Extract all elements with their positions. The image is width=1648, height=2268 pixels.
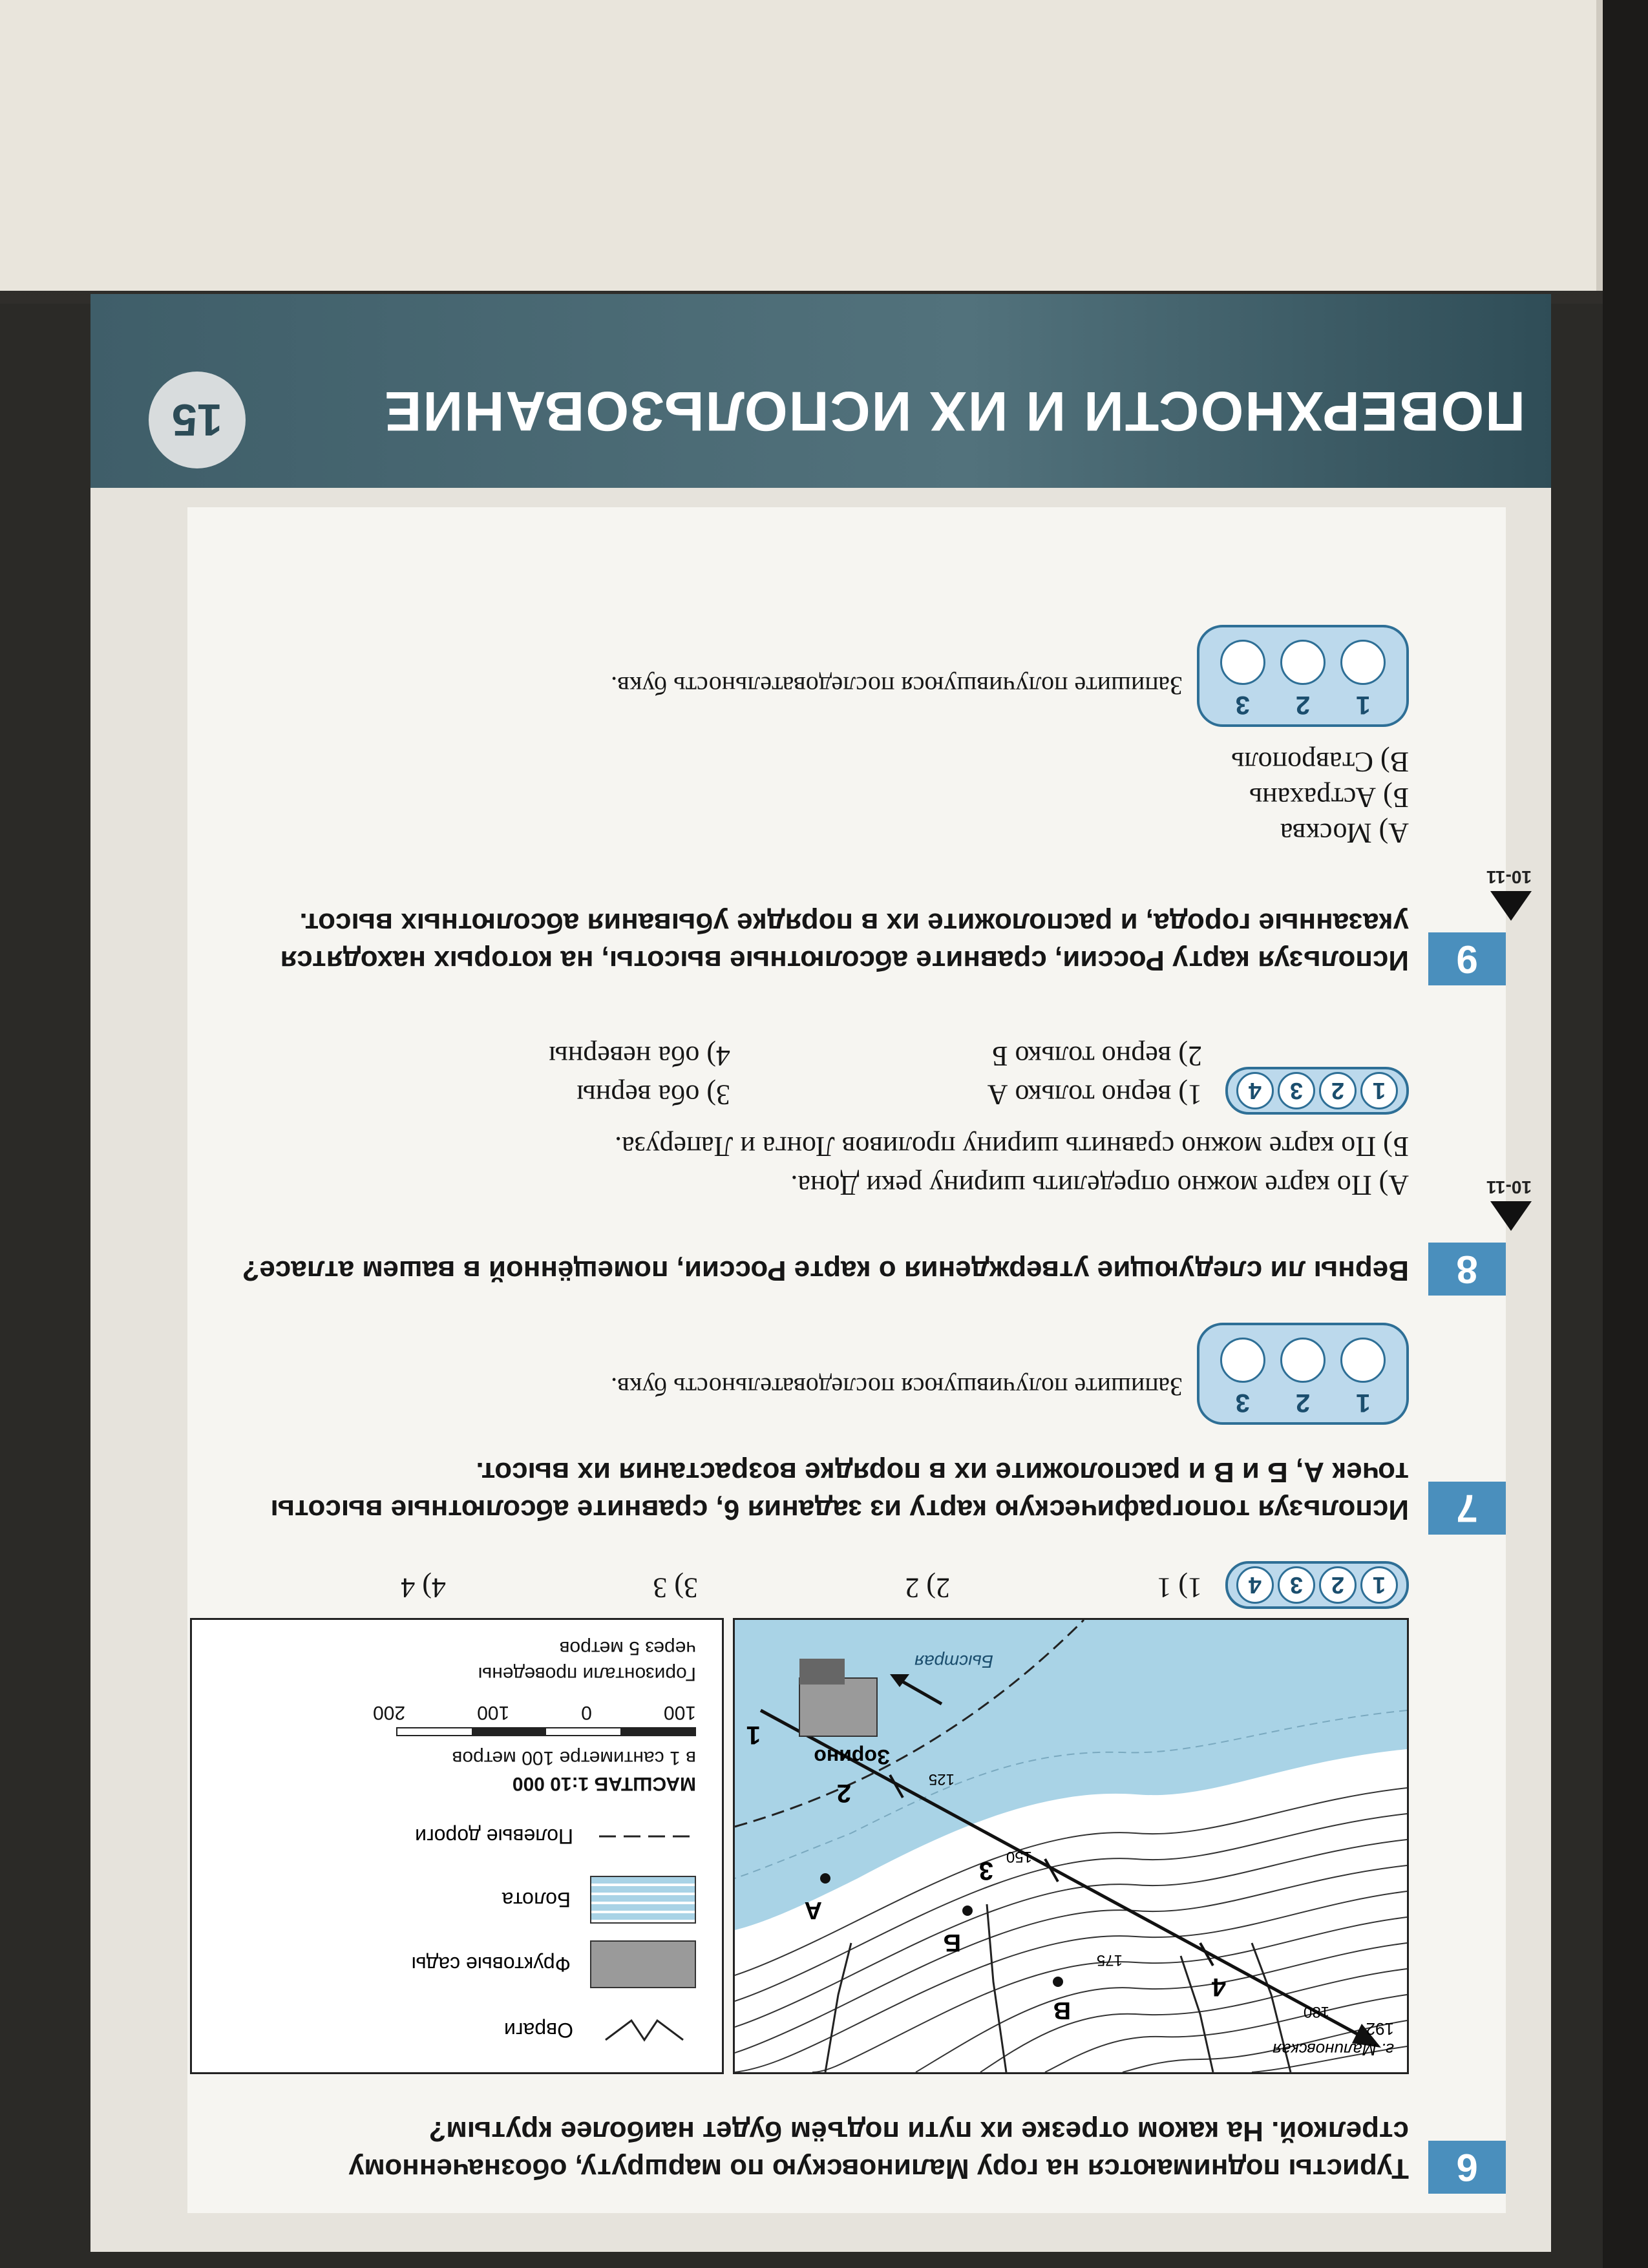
slot-inputs xyxy=(1199,1338,1406,1388)
contour-175: 175 xyxy=(1096,1951,1123,1969)
task9-instruction: Запишите получившуюся последовательность букв. xyxy=(611,671,1183,700)
task-question: Используя карту России, сравните абсолютные высоты, на которых находятся указанные города, и расположите их в порядке убывания абсолютных высот. xyxy=(280,907,1409,976)
slot-inputs xyxy=(1199,640,1406,690)
segment-1: 1 xyxy=(746,1721,761,1749)
city-b: Б) Астрахань xyxy=(1249,782,1409,814)
task-number: 8 xyxy=(1428,1243,1506,1296)
legend-swamps: Болота xyxy=(502,1876,696,1924)
task6-answer-circles xyxy=(1225,1561,1409,1609)
topographic-map xyxy=(733,1618,1409,2074)
peak-label: г. Малиновская xyxy=(1273,2040,1394,2059)
option-2: 2) верно только Б xyxy=(991,1040,1202,1072)
answer-circle-3[interactable]: 3 xyxy=(1278,1072,1315,1109)
statement-a: А) По карте можно определить ширину реки Дона. xyxy=(790,1170,1409,1201)
task-8 xyxy=(187,1024,1532,1296)
scan-background-top xyxy=(0,0,1648,304)
contour-note-1: Горизонтали проведены xyxy=(478,1663,696,1685)
city-a: А) Москва xyxy=(1280,817,1409,849)
legend-ravines: Овраги xyxy=(504,2008,696,2053)
answer-circle-1[interactable]: 1 xyxy=(1360,1566,1398,1604)
answer-circle-2[interactable]: 2 xyxy=(1319,1072,1357,1109)
task7-answer-slots xyxy=(1197,1323,1409,1425)
task-9 xyxy=(187,533,1532,985)
answer-circle-4[interactable]: 4 xyxy=(1236,1566,1274,1604)
orchard-swatch xyxy=(590,1940,696,1988)
answer-circle-4[interactable]: 4 xyxy=(1236,1072,1274,1109)
village-label: Зорино xyxy=(814,1745,890,1769)
road-icon xyxy=(593,1814,696,1859)
contour-note-2: через 5 метров xyxy=(559,1637,696,1659)
option-3: 3) 3 xyxy=(653,1572,698,1604)
scale-bar xyxy=(396,1727,696,1736)
task-question: Туристы поднимаются на гору Малиновскую по маршруту, обозначенному стрелкой. На каком отрезке их пути подъём будет наиболее крутым? xyxy=(348,2116,1409,2185)
option-4: 4) оба неверны xyxy=(549,1040,730,1072)
option-1: 1) 1 xyxy=(1157,1572,1202,1604)
contour-125: 125 xyxy=(928,1770,955,1788)
segment-2: 2 xyxy=(836,1779,851,1807)
contour-150: 150 xyxy=(1006,1848,1032,1865)
page-number: 15 xyxy=(149,372,246,468)
task8-answer-circles xyxy=(1225,1067,1409,1115)
answer-slot-3[interactable] xyxy=(1220,1338,1265,1383)
answer-circle-2[interactable]: 2 xyxy=(1319,1566,1357,1604)
answer-circle-3[interactable]: 3 xyxy=(1278,1566,1315,1604)
task-6 xyxy=(187,1573,1506,2194)
option-3: 3) оба верны xyxy=(576,1079,730,1111)
answer-slot-2[interactable] xyxy=(1280,640,1326,685)
contour-180: 180 xyxy=(1303,2003,1329,2021)
scan-background-right xyxy=(1603,0,1648,2268)
task7-instruction: Запишите получившуюся последовательность букв. xyxy=(611,1372,1183,1402)
level-triangle-icon xyxy=(1490,1201,1532,1231)
task-number: 7 xyxy=(1428,1482,1506,1535)
option-1: 1) верно только А xyxy=(987,1079,1202,1111)
slot-numbers: 1 2 3 xyxy=(1235,1389,1371,1417)
chapter-footer xyxy=(90,294,1551,488)
scale-ticks: 100 0 100 200 xyxy=(373,1702,696,1723)
answer-slot-1[interactable] xyxy=(1340,640,1386,685)
segment-3: 3 xyxy=(978,1856,993,1885)
workbook-page xyxy=(90,294,1551,2252)
segment-4: 4 xyxy=(1211,1973,1226,2001)
swamp-swatch xyxy=(590,1876,696,1924)
legend-roads: Полевые дороги xyxy=(415,1814,696,1859)
point-a: А xyxy=(804,1896,822,1924)
option-4: 4) 4 xyxy=(401,1572,446,1604)
city-v: В) Ставрополь xyxy=(1231,746,1409,778)
level-triangle-icon xyxy=(1490,891,1532,921)
answer-slot-1[interactable] xyxy=(1340,1338,1386,1383)
page-content xyxy=(187,507,1532,2213)
answer-slot-2[interactable] xyxy=(1280,1338,1326,1383)
point-v: В xyxy=(1053,1997,1071,2024)
statement-b: Б) По карте можно сравнить ширину проливов Лонга и Лаперуза. xyxy=(615,1131,1409,1162)
answer-slot-3[interactable] xyxy=(1220,640,1265,685)
chapter-title: ПОВЕРХНОСТИ И ИХ ИСПОЛЬЗОВАНИЕ xyxy=(383,380,1525,442)
option-2: 2) 2 xyxy=(905,1572,950,1604)
peak-height: 192 xyxy=(1366,2019,1394,2039)
scale-title: МАСШТАБ 1:10 000 xyxy=(512,1773,696,1794)
task9-level: 10-11 xyxy=(1486,866,1532,921)
task-7 xyxy=(187,1321,1506,1535)
task-number: 6 xyxy=(1428,2141,1506,2194)
scale-desc: в 1 сантиметре 100 метров xyxy=(452,1747,696,1769)
legend-orchards: Фруктовые сады xyxy=(412,1940,696,1988)
task-question: Используя топографическую карту из задания 6, сравните абсолютные высоты точек А, Б и В и расположите их в порядке возрастания их высот. xyxy=(270,1456,1409,1526)
task-number: 9 xyxy=(1428,932,1506,985)
facing-page-edge xyxy=(0,0,1603,291)
slot-numbers: 1 2 3 xyxy=(1235,691,1371,719)
point-b: Б xyxy=(943,1929,961,1956)
river-label: Быстрая xyxy=(914,1652,993,1672)
ravine-icon xyxy=(593,2008,696,2053)
answer-circle-1[interactable]: 1 xyxy=(1360,1072,1398,1109)
task-question: Верны ли следующие утверждения о карте России, помещённой в вашем атласе? xyxy=(242,1255,1409,1286)
task9-answer-slots xyxy=(1197,625,1409,727)
map-legend xyxy=(190,1618,724,2074)
task8-level: 10-11 xyxy=(1486,1177,1532,1231)
